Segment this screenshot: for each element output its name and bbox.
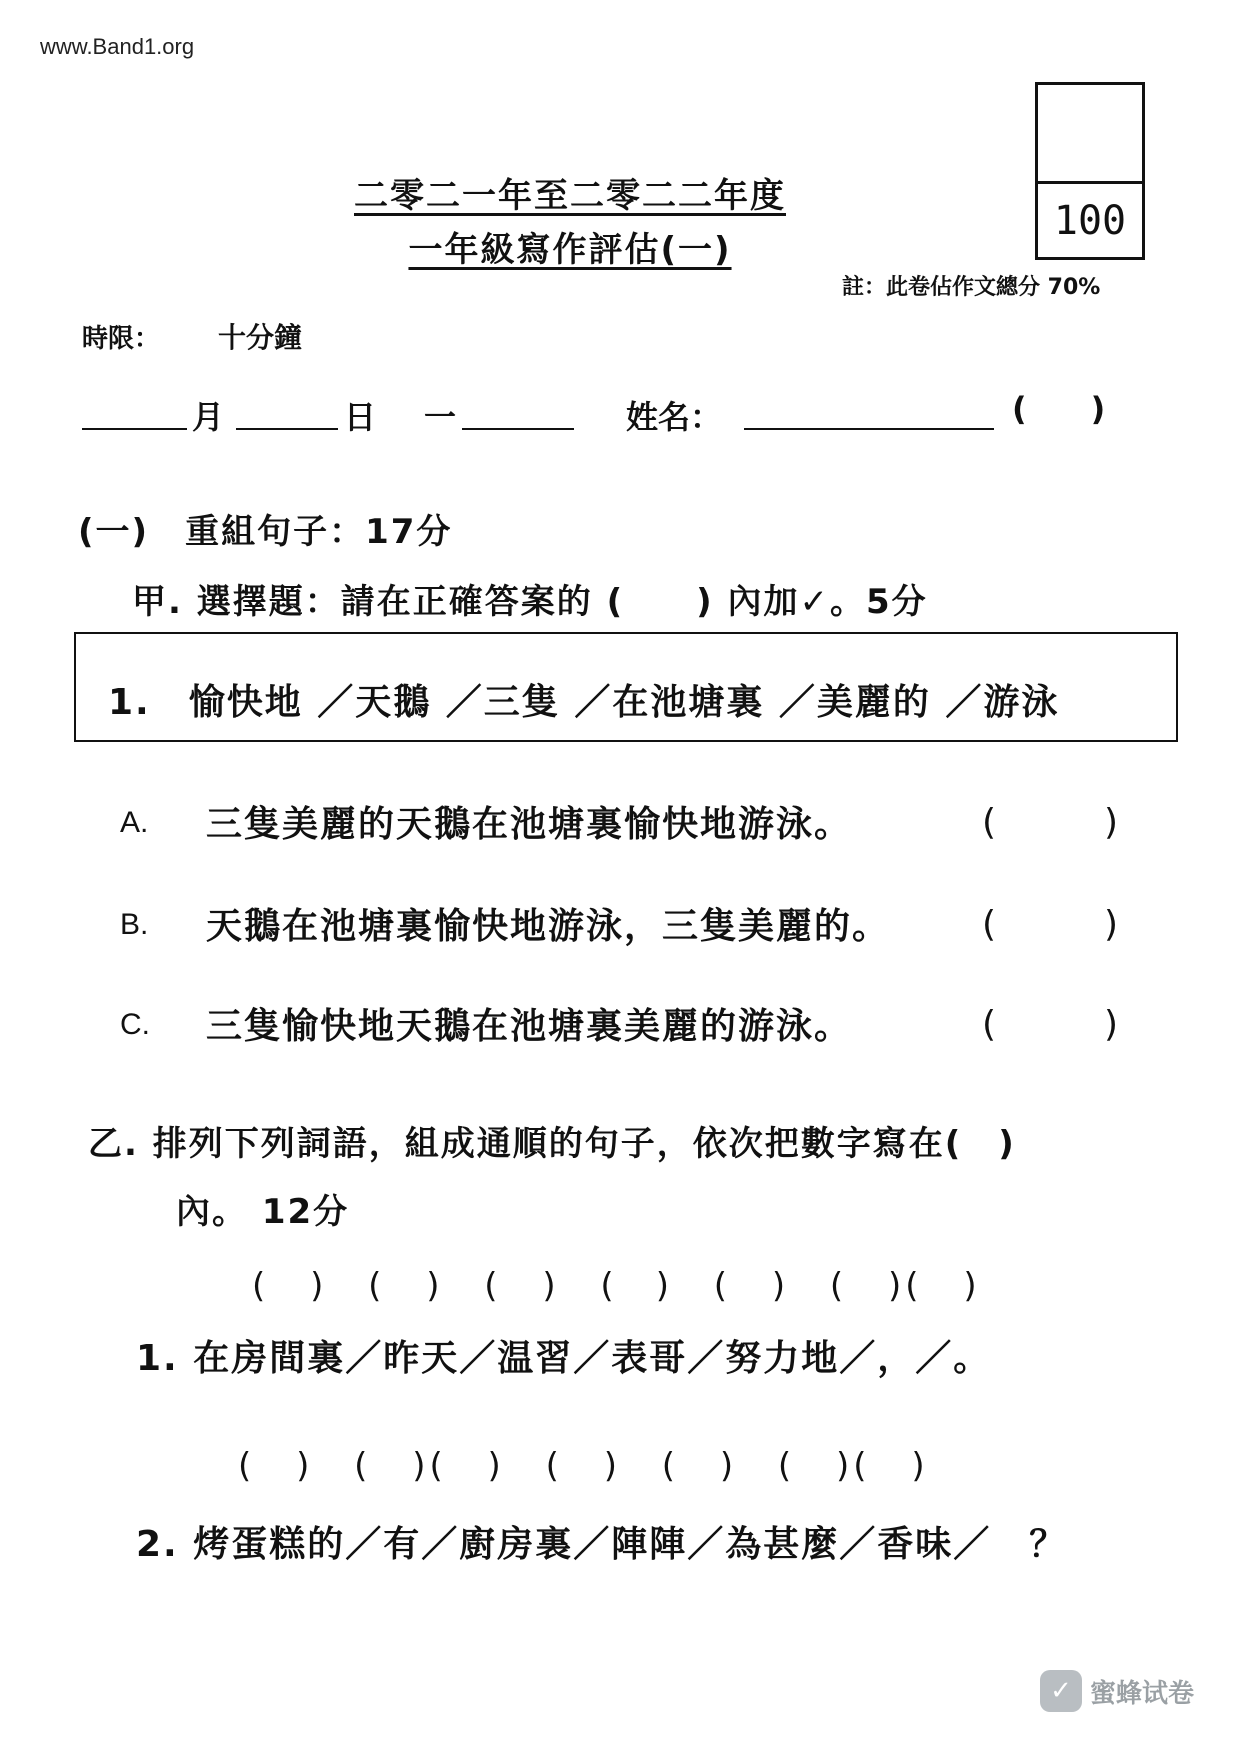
time-limit-label: 時限： — [82, 324, 161, 354]
score-box — [1035, 82, 1145, 260]
exam-title-name: 一年級寫作評估(一) — [408, 230, 732, 270]
option-c-letter: C. — [120, 1008, 150, 1041]
name-label: 姓名： — [626, 398, 723, 436]
month-label: 月 — [192, 398, 225, 436]
option-a-letter: A. — [120, 806, 149, 839]
part-b-heading-cont: 內。 12分 — [176, 1192, 350, 1232]
option-a-answer-box[interactable]: ( ) — [982, 802, 1119, 843]
option-b-letter: B. — [120, 908, 149, 941]
q2-answer-parens[interactable]: ( ) ( )( ) ( ) ( ) ( )( ) — [238, 1446, 929, 1486]
watermark — [1040, 1670, 1194, 1712]
q2-words: 2. 烤蛋糕的／有／廚房裏／陣陣／為甚麼／香味／ ？ — [136, 1524, 1068, 1565]
option-c-answer-box[interactable]: ( ) — [982, 1004, 1119, 1045]
watermark-label: 蜜蜂试卷 — [1090, 1678, 1195, 1709]
class-number-paren[interactable]: ( ) — [1012, 390, 1106, 428]
q1-answer-parens[interactable]: ( ) ( ) ( ) ( ) ( ) ( )( ) — [252, 1266, 981, 1306]
part-a-heading: 甲. 選擇題：請在正確答案的 ( ) 內加✓。5分 — [132, 582, 928, 622]
day-label: 日 — [344, 398, 377, 436]
score-note: 註：此卷佔作文總分 70% — [842, 275, 1101, 300]
section-heading: (一) 重組句子：17分 — [78, 512, 453, 552]
option-b-answer-box[interactable]: ( ) — [982, 904, 1119, 945]
option-b-text: 天鵝在池塘裏愉快地游泳，三隻美麗的。 — [206, 906, 891, 947]
score-total: 100 — [1053, 198, 1127, 244]
exam-title-year: 二零二一年至二零二二年度 — [354, 176, 786, 216]
option-a-text: 三隻美麗的天鵝在池塘裏愉快地游泳。 — [206, 804, 853, 845]
day-blank[interactable] — [236, 428, 338, 430]
class-blank[interactable] — [462, 428, 574, 430]
option-c-text: 三隻愉快地天鵝在池塘裏美麗的游泳。 — [206, 1006, 853, 1047]
part-b-heading: 乙. 排列下列詞語，組成通順的句子，依次把數字寫在( ) — [88, 1124, 1016, 1164]
score-box-blank — [1038, 85, 1142, 184]
brand-logo-icon: ✓ — [1040, 1670, 1082, 1712]
q1-words: 1. 在房間裏／昨天／温習／表哥／努力地／，／。 — [136, 1338, 992, 1379]
name-blank[interactable] — [744, 428, 994, 430]
class-label: 一 — [424, 398, 457, 436]
site-url: www.Band1.org — [40, 34, 195, 59]
month-blank[interactable] — [82, 428, 187, 430]
question-1-words: 1. 愉快地 ／天鵝 ／三隻 ／在池塘裏 ／美麗的 ／游泳 — [108, 682, 1060, 723]
time-limit-value: 十分鐘 — [218, 321, 303, 354]
